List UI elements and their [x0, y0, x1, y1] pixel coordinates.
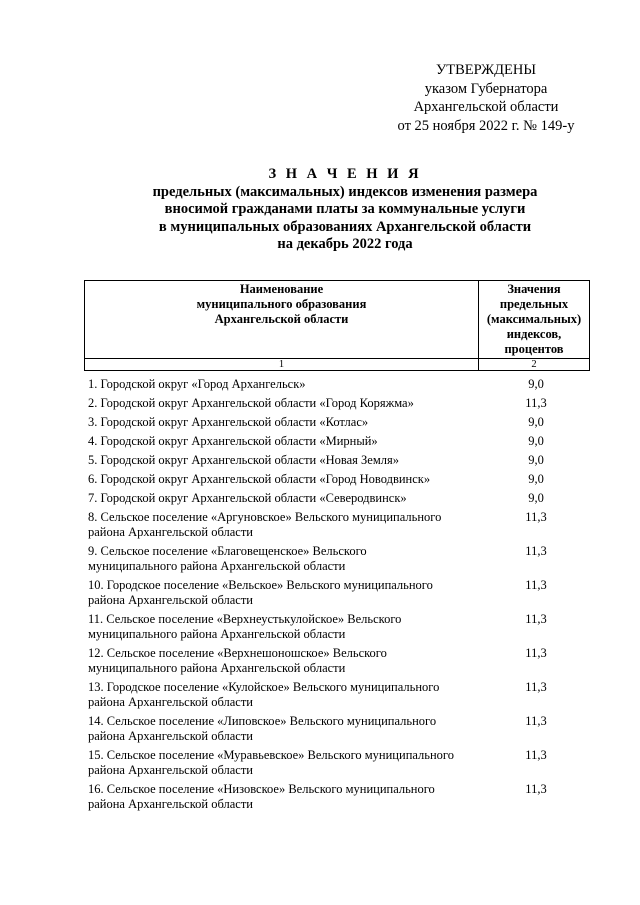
- table-row: [88, 472, 598, 491]
- row-name-line: 6. Городской округ Архангельской области «Город Новодвинск»: [88, 472, 431, 486]
- row-name-line: 5. Городской округ Архангельской области «Новая Земля»: [88, 453, 399, 467]
- row-name: [88, 434, 488, 449]
- table-row: [88, 434, 598, 453]
- row-name-line: 3. Городской округ Архангельской области «Котлас»: [88, 415, 369, 429]
- row-name-line: 14. Сельское поселение «Липовское» Вельского муниципального: [88, 714, 437, 728]
- table-row: [88, 782, 598, 816]
- row-name: [88, 782, 488, 812]
- header-line: индексов,: [506, 327, 562, 341]
- approval-line: УТВЕРЖДЕНЫ: [435, 62, 537, 78]
- table-header: [84, 280, 590, 371]
- table-row: [88, 377, 598, 396]
- row-value: 9,0: [528, 472, 544, 486]
- row-name: [88, 396, 488, 411]
- row-name: [88, 491, 488, 506]
- row-name-line: муниципального района Архангельской области: [88, 661, 346, 675]
- row-value: 11,3: [525, 782, 547, 796]
- header-line: процентов: [504, 342, 564, 356]
- table-row: [88, 748, 598, 782]
- row-name-line: 2. Городской округ Архангельской области «Город Коряжма»: [88, 396, 414, 410]
- row-name-line: 4. Городской округ Архангельской области «Мирный»: [88, 434, 378, 448]
- row-name-line: 12. Сельское поселение «Верхнешоношское» Вельского: [88, 646, 387, 660]
- row-name: [88, 415, 488, 430]
- title-line: вносимой гражданами платы за коммунальные услуги: [164, 201, 526, 217]
- row-name-line: 11. Сельское поселение «Верхнеустькулойское» Вельского: [88, 612, 402, 626]
- row-value: 11,3: [525, 612, 547, 626]
- row-name: [88, 748, 488, 778]
- row-name-line: района Архангельской области: [88, 729, 253, 743]
- row-value: 11,3: [525, 748, 547, 762]
- row-name-line: 7. Городской округ Архангельской области «Северодвинск»: [88, 491, 407, 505]
- header-line: муниципального образования: [196, 297, 367, 311]
- row-name: [88, 472, 488, 487]
- row-name-line: района Архангельской области: [88, 695, 253, 709]
- row-name-line: района Архангельской области: [88, 593, 253, 607]
- row-value: 11,3: [525, 646, 547, 660]
- row-name-line: муниципального района Архангельской области: [88, 559, 346, 573]
- header-line: Наименование: [239, 282, 324, 296]
- row-name-line: района Архангельской области: [88, 763, 253, 777]
- row-value: 11,3: [525, 578, 547, 592]
- table-row: [88, 714, 598, 748]
- table-row: [88, 544, 598, 578]
- table-body: [88, 377, 598, 816]
- row-value: 11,3: [525, 714, 547, 728]
- table-row: [88, 510, 598, 544]
- row-name-line: 8. Сельское поселение «Аргуновское» Вельского муниципального: [88, 510, 442, 524]
- approval-stamp: [380, 61, 592, 135]
- row-value: 9,0: [528, 415, 544, 429]
- row-name: [88, 453, 488, 468]
- row-name: [88, 578, 488, 608]
- approval-line: от 25 ноября 2022 г. № 149-у: [397, 117, 575, 134]
- column-header-name: [85, 281, 479, 359]
- row-name-line: 13. Городское поселение «Кулойское» Вельского муниципального: [88, 680, 440, 694]
- row-name-line: 15. Сельское поселение «Муравьевское» Вельского муниципального: [88, 748, 454, 762]
- table-row: [88, 491, 598, 510]
- row-name-line: 1. Городской округ «Город Архангельск»: [88, 377, 306, 391]
- table-row: [88, 680, 598, 714]
- row-name: [88, 544, 488, 574]
- row-name: [88, 714, 488, 744]
- column-header-value: [479, 281, 590, 359]
- row-name-line: муниципального района Архангельской области: [88, 627, 346, 641]
- row-name: [88, 680, 488, 710]
- row-name: [88, 646, 488, 676]
- title-line: на декабрь 2022 года: [277, 236, 413, 252]
- title-heading: З Н А Ч Е Н И Я: [268, 166, 422, 182]
- column-number-2: 2: [479, 359, 590, 371]
- approval-line: Архангельской области: [413, 99, 559, 115]
- table-row: [88, 612, 598, 646]
- row-value: 9,0: [528, 434, 544, 448]
- row-name-line: 16. Сельское поселение «Низовское» Вельского муниципального: [88, 782, 435, 796]
- table-row: [88, 396, 598, 415]
- title-line: в муниципальных образованиях Архангельской области: [158, 218, 532, 235]
- title-line: предельных (максимальных) индексов изменения размера: [152, 183, 538, 200]
- row-name-line: района Архангельской области: [88, 797, 253, 811]
- row-value: 9,0: [528, 453, 544, 467]
- row-name: [88, 377, 488, 392]
- header-line: Значения: [507, 282, 561, 296]
- row-value: 11,3: [525, 544, 547, 558]
- header-line: (максимальных): [486, 312, 582, 326]
- table-row: [88, 578, 598, 612]
- row-value: 9,0: [528, 377, 544, 391]
- row-name: [88, 612, 488, 642]
- header-line: Архангельской области: [214, 312, 349, 326]
- column-number-1: 1: [85, 359, 479, 371]
- row-name: [88, 510, 488, 540]
- row-value: 11,3: [525, 396, 547, 410]
- table-row: [88, 453, 598, 472]
- document-title: [60, 166, 630, 254]
- row-value: 11,3: [525, 680, 547, 694]
- row-value: 9,0: [528, 491, 544, 505]
- row-value: 11,3: [525, 510, 547, 524]
- row-name-line: района Архангельской области: [88, 525, 253, 539]
- approval-line: указом Губернатора: [424, 80, 548, 97]
- table-row: [88, 646, 598, 680]
- row-name-line: 9. Сельское поселение «Благовещенское» Вельского: [88, 544, 367, 558]
- table-row: [88, 415, 598, 434]
- row-name-line: 10. Городское поселение «Вельское» Вельского муниципального: [88, 578, 433, 592]
- header-line: предельных: [499, 297, 569, 311]
